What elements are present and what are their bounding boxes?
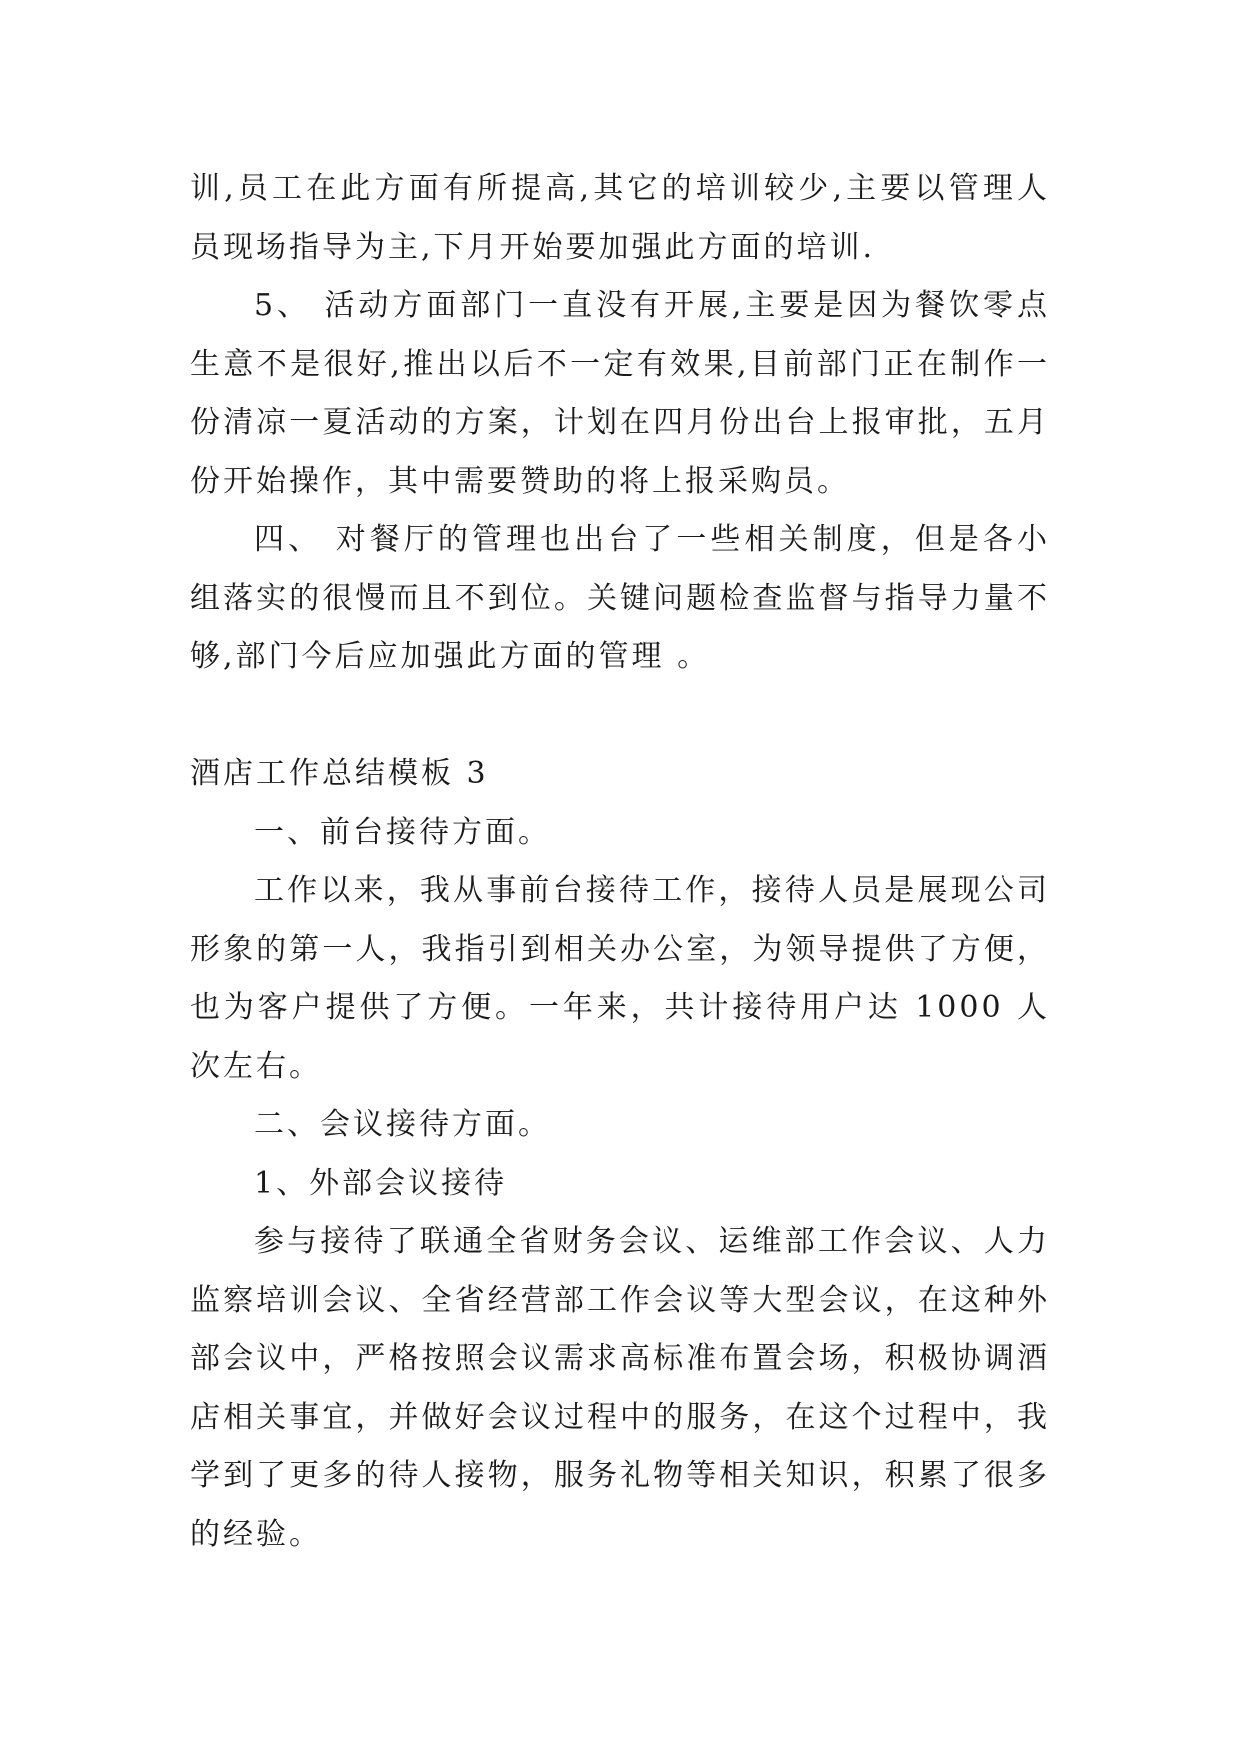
paragraph-training-continued: 训,员工在此方面有所提高,其它的培训较少,主要以管理人员现场指导为主,下月开始要加强此方面的培训. [190, 171, 1050, 265]
heading-meeting-reception: 二、会议接待方面。 [254, 1107, 551, 1142]
paragraph-activities: 5、 活动方面部门一直没有开展,主要是因为餐饮零点生意不是很好,推出以后不一定有效果,目前部门正在制作一份清凉一夏活动的方案，计划在四月份出台上报审批，五月份开始操作，其中需要赞助的将上报采购员。 [190, 288, 1050, 499]
section-title: 酒店工作总结模板 3 [190, 756, 489, 791]
heading-front-desk: 一、前台接待方面。 [254, 814, 551, 850]
document-body [190, 160, 1050, 1564]
paragraph-restaurant-management: 四、 对餐厅的管理也出台了一些相关制度，但是各小组落实的很慢而且不到位。关键问题检查监督与指导力量不够,部门今后应加强此方面的管理 。 [190, 522, 1050, 674]
subheading-external-meetings: 1、外部会议接待 [254, 1165, 508, 1201]
section-spacer [190, 687, 1050, 746]
paragraph-front-desk-work: 工作以来，我从事前台接待工作，接待人员是展现公司形象的第一人，我指引到相关办公室，为领导提供了方便，也为客户提供了方便。一年来，共计接待用户达 1000 人次左右。 [190, 873, 1050, 1084]
paragraph-external-meetings: 参与接待了联通全省财务会议、运维部工作会议、人力监察培训会议、全省经营部工作会议等大型会议，在这种外部会议中，严格按照会议需求高标准布置会场，积极协调酒店相关事宜，并做好会议过程中的服务，在这个过程中，我学到了更多的待人接物，服务礼物等相关知识，积累了很多的经验。 [190, 1224, 1050, 1552]
